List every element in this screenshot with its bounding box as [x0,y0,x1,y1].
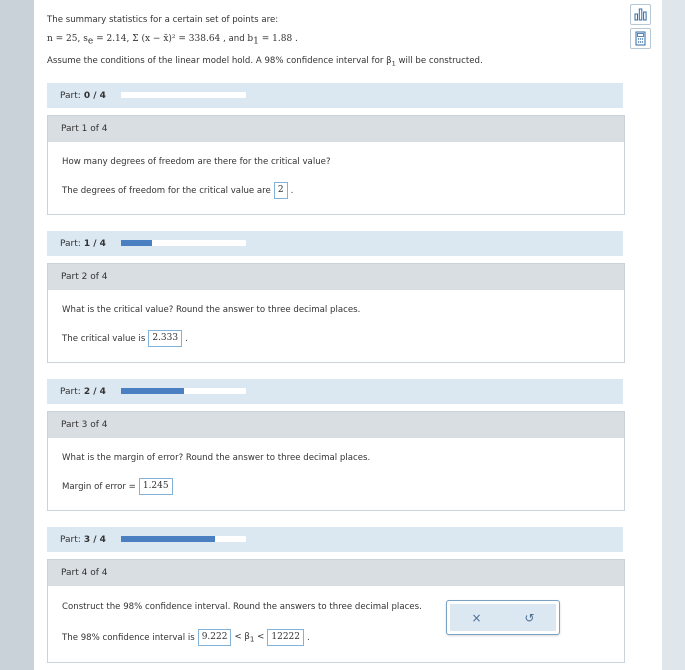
progress-bar [121,92,246,98]
part-progress-header-1 [47,83,623,108]
progress-fill [121,388,184,394]
undo-icon[interactable]: ↺ [524,610,535,625]
progress-bar [121,388,246,394]
answer-prompt: The critical value is [62,333,146,344]
and-word: , and [223,34,245,44]
calculator-icon[interactable] [630,28,651,49]
part-progress-header-2 [47,231,623,256]
beta-symbol: < β [234,631,250,642]
intro-line-2: n = 25, $s_e = 2.14$, Σ (x − x̄)² = 338.64 , and $b_1 = 1.88$ . [47,34,298,47]
progress-fill [121,536,215,542]
answer-row [62,478,176,495]
beta-inequality [234,632,264,644]
intro-line-3-text: Assume the conditions of the linear model hold. A 98% confidence interval for β [47,55,392,66]
part-3-box [47,411,625,511]
answer-prompt: The 98% confidence interval is [62,632,195,643]
sum-squares: Σ (x − x̄)² = 338.64 [132,34,221,44]
problem-statement [47,11,627,73]
question-text: What is the margin of error? Round the answer to three decimal places. [62,453,371,463]
part-count: 0 / 4 [83,90,106,101]
bar-chart-icon[interactable] [630,4,651,25]
intro-line-3-end: will be constructed. [395,55,483,66]
part-1-box [47,115,625,215]
answer-row [62,330,188,347]
progress-bar [121,240,246,246]
part-label: Part: [60,238,81,249]
answer-toolbar-inner [450,604,556,631]
n-value: n = 25 [47,34,78,44]
answer-prompt: The degrees of freedom for the critical value are [62,185,271,196]
part-label: Part: [60,386,81,397]
se-subscript: e [87,36,94,47]
intro-line-3 [47,52,627,74]
answer-input[interactable]: 1.245 [139,478,173,495]
answer-prompt: Margin of error = [62,481,136,492]
question-text: What is the critical value? Round the answer to three decimal places. [62,305,361,315]
part-title: Part 3 of 4 [48,412,624,438]
bar-chart-glyph [631,5,650,24]
beta-subscript: 1 [249,634,255,644]
part-label: Part: [60,90,81,101]
question-text: How many degrees of freedom are there for the critical value? [62,157,331,167]
answer-row [62,182,293,199]
part-progress-header-3 [47,379,623,404]
part-count: 1 / 4 [83,238,106,249]
b1-value: = 1.88 . [258,34,298,44]
answer-input[interactable]: 2 [274,182,288,199]
b1-symbol: b [247,34,254,44]
part-count: 2 / 4 [83,386,106,397]
se-symbol: s [83,34,88,44]
answer-row [62,629,310,646]
part-progress-header-4 [47,527,623,552]
intro-line-1: The summary statistics for a certain set of points are: [47,15,279,25]
close-icon[interactable]: × [471,610,482,625]
progress-bar [121,536,246,542]
less-than: < [257,631,265,642]
answer-input[interactable]: 2.333 [148,330,182,347]
b1-subscript: 1 [253,36,259,47]
question-text: Construct the 98% confidence interval. Round the answers to three decimal places. [62,602,422,612]
part-title: Part 4 of 4 [48,560,624,586]
progress-fill [121,240,152,246]
part-title: Part 1 of 4 [48,116,624,142]
answer-end: . [290,185,294,196]
answer-toolbar [446,600,560,635]
part-label: Part: [60,534,81,545]
part-title: Part 2 of 4 [48,264,624,290]
se-value: = 2.14 [93,34,127,44]
calculator-glyph [631,29,650,48]
lower-bound-input[interactable]: 9.222 [198,629,232,646]
beta-subscript: 1 [391,59,396,68]
upper-bound-input[interactable]: 12222 [267,629,304,646]
part-count: 3 / 4 [83,534,106,545]
tools-sidebar [662,0,685,670]
answer-end: . [185,333,188,344]
answer-end: . [307,632,310,643]
part-2-box [47,263,625,363]
